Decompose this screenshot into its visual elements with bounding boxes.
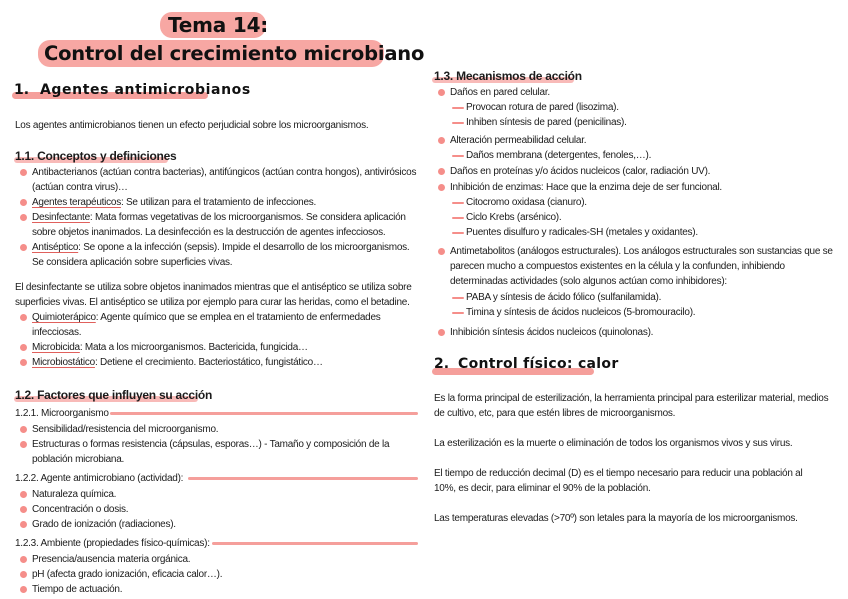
b5-line2: infecciosas.	[32, 327, 82, 338]
b1-line2: (actúan contra virus)…	[32, 182, 128, 193]
s2-p3-line2: 10%, es decir, para eliminar el 90% de la población.	[434, 483, 651, 494]
b6-line	[32, 340, 308, 355]
bullet-icon	[438, 89, 445, 96]
m4-d3: Puentes disulfuro y radicales-SH (metales y oxidantes).	[466, 227, 698, 238]
s123-rule	[212, 542, 418, 545]
bullet-icon	[20, 521, 27, 528]
dash-icon	[452, 122, 464, 124]
b5-line1	[32, 310, 381, 325]
b2-line	[32, 195, 316, 210]
term-desinfectante: Desinfectante	[32, 212, 90, 223]
b4-rest: : Se opone a la infección (sepsis). Impide el desarrollo de los microorganismos.	[78, 242, 410, 253]
s2-p2: La esterilización es la muerte o eliminación de todos los organismos vivos y sus virus.	[434, 438, 793, 449]
m2-d1: Daños membrana (detergentes, fenoles,…).	[466, 150, 652, 161]
b1-line1: Antibacterianos (actúan contra bacterias), antifúngicos (actúan contra hongos), antivirósicos	[32, 167, 417, 178]
s123-heading: 1.2.3. Ambiente (propiedades físico-químicas):	[15, 538, 210, 549]
dash-icon	[452, 217, 464, 219]
term-microbiostatico: Microbiostático	[32, 357, 95, 368]
m4-d1: Citocromo oxidasa (cianuro).	[466, 197, 587, 208]
bullet-icon	[20, 441, 27, 448]
s121-item1: Sensibilidad/resistencia del microorganismo.	[32, 424, 219, 435]
s122-item2: Concentración o dosis.	[32, 504, 129, 515]
section1-intro: Los agentes antimicrobianos tienen un efecto perjudicial sobre los microorganismos.	[15, 120, 369, 131]
bullet-icon	[20, 199, 27, 206]
s122-rule	[188, 477, 418, 480]
s123-item2: pH (afecta grado ionización, eficacia calor…).	[32, 569, 223, 580]
m5-line2: parecen mucho a compuestos existentes en la célula y la confunden, inhibiendo	[450, 261, 785, 272]
b3-line2: sobre objetos inanimados. La desinfección es la destrucción de agentes infecciosos.	[32, 227, 386, 238]
sub11-heading: 1.1. Conceptos y definiciones	[15, 149, 177, 163]
s121-rule	[110, 412, 418, 415]
s123-item1: Presencia/ausencia materia orgánica.	[32, 554, 191, 565]
m1: Daños en pared celular.	[450, 87, 550, 98]
dash-icon	[452, 202, 464, 204]
section1-number: 1.	[14, 82, 30, 98]
b3-line1	[32, 210, 406, 225]
term-agentes-terapeuticos: Agentes terapéuticos	[32, 197, 121, 208]
bullet-icon	[20, 586, 27, 593]
m5-d2: Timina y síntesis de ácidos nucleicos (5-bromouracilo).	[466, 307, 696, 318]
dash-icon	[452, 232, 464, 234]
m5-d1: PABA y síntesis de ácido fólico (sulfanilamida).	[466, 292, 662, 303]
sub12-heading: 1.2. Factores que influyen su acción	[15, 388, 213, 402]
dash-icon	[452, 107, 464, 109]
para-line2: superficies vivas. El antiséptico se utiliza por ejemplo para curar las heridas, como el betadine.	[15, 297, 410, 308]
dash-icon	[452, 312, 464, 314]
b7-rest: : Detiene el crecimiento. Bacteriostático, fungistático…	[94, 357, 323, 368]
b4-line1	[32, 240, 409, 255]
term-antiseptico: Antiséptico	[32, 242, 79, 253]
s2-p1-line2: de cultivo, etc, para que estén libres de microorganismos.	[434, 408, 676, 419]
b2-rest: : Se utilizan para el tratamiento de infecciones.	[120, 197, 317, 208]
para-line1: El desinfectante se utiliza sobre objetos inanimados mientras que el antiséptico se utiliza sobre	[15, 282, 412, 293]
s123-item3: Tiempo de actuación.	[32, 584, 123, 595]
bullet-icon	[20, 214, 27, 221]
bullet-icon	[438, 329, 445, 336]
bullet-icon	[20, 506, 27, 513]
bullet-icon	[20, 314, 27, 321]
sub13-heading: 1.3. Mecanismos de acción	[434, 69, 582, 83]
m3: Daños en proteínas y/o ácidos nucleicos (calor, radiación UV).	[450, 166, 711, 177]
section1-heading: Agentes antimicrobianos	[40, 82, 251, 98]
dash-icon	[452, 155, 464, 157]
term-quimioterapico: Quimioterápico	[32, 312, 96, 323]
s121-item2: Estructuras o formas resistencia (cápsulas, esporas…) - Tamaño y composición de la	[32, 439, 390, 450]
tema-label: Tema 14:	[168, 13, 269, 37]
s2-p1-line1: Es la forma principal de esterilización, la herramienta principal para esterilizar material, medios	[434, 393, 829, 404]
b4-line2: Se considera aplicación sobre superficies vivas.	[32, 257, 233, 268]
m2: Alteración permeabilidad celular.	[450, 135, 587, 146]
s121-item3: población microbiana.	[32, 454, 125, 465]
m5-line1: Antimetabolitos (análogos estructurales). Los análogos estructurales son sustancias que se	[450, 246, 833, 257]
bullet-icon	[20, 169, 27, 176]
m1-d1: Provocan rotura de pared (lisozima).	[466, 102, 619, 113]
bullet-icon	[438, 184, 445, 191]
m4: Inhibición de enzimas: Hace que la enzima deje de ser funcional.	[450, 182, 722, 193]
bullet-icon	[20, 491, 27, 498]
m1-d2: Inhiben síntesis de pared (penicilinas).	[466, 117, 627, 128]
term-microbicida: Microbicida	[32, 342, 80, 353]
bullet-icon	[438, 168, 445, 175]
bullet-icon	[20, 244, 27, 251]
s2-p4: Las temperaturas elevadas (>70º) son letales para la mayoría de los microorganismos.	[434, 513, 798, 524]
bullet-icon	[20, 426, 27, 433]
s122-item1: Naturaleza química.	[32, 489, 117, 500]
bullet-icon	[20, 344, 27, 351]
s2-p3-line1: El tiempo de reducción decimal (D) es el tiempo necesario para reducir una población al	[434, 468, 803, 479]
bullet-icon	[438, 137, 445, 144]
page-title: Control del crecimiento microbiano	[44, 42, 425, 65]
dash-icon	[452, 297, 464, 299]
m6: Inhibición síntesis ácidos nucleicos (quinolonas).	[450, 327, 654, 338]
s122-heading: 1.2.2. Agente antimicrobiano (actividad):	[15, 473, 184, 484]
bullet-icon	[20, 556, 27, 563]
m4-d2: Ciclo Krebs (arsénico).	[466, 212, 562, 223]
b3-rest: : Mata formas vegetativas de los microorganismos. Se considera aplicación	[89, 212, 406, 223]
section2-heading: Control físico: calor	[458, 356, 619, 372]
s121-heading: 1.2.1. Microorganismo	[15, 408, 109, 419]
b6-rest: : Mata a los microorganismos. Bactericida, fungicida…	[79, 342, 308, 353]
b5-rest: : Agente químico que se emplea en el tratamiento de enfermedades	[95, 312, 381, 323]
b7-line	[32, 355, 323, 370]
bullet-icon	[20, 571, 27, 578]
m5-line3: determinadas actividades (solo algunos actúan como inhibidores):	[450, 276, 727, 287]
bullet-icon	[438, 248, 445, 255]
s122-item3: Grado de ionización (radiaciones).	[32, 519, 176, 530]
bullet-icon	[20, 359, 27, 366]
section2-number: 2.	[434, 356, 450, 372]
